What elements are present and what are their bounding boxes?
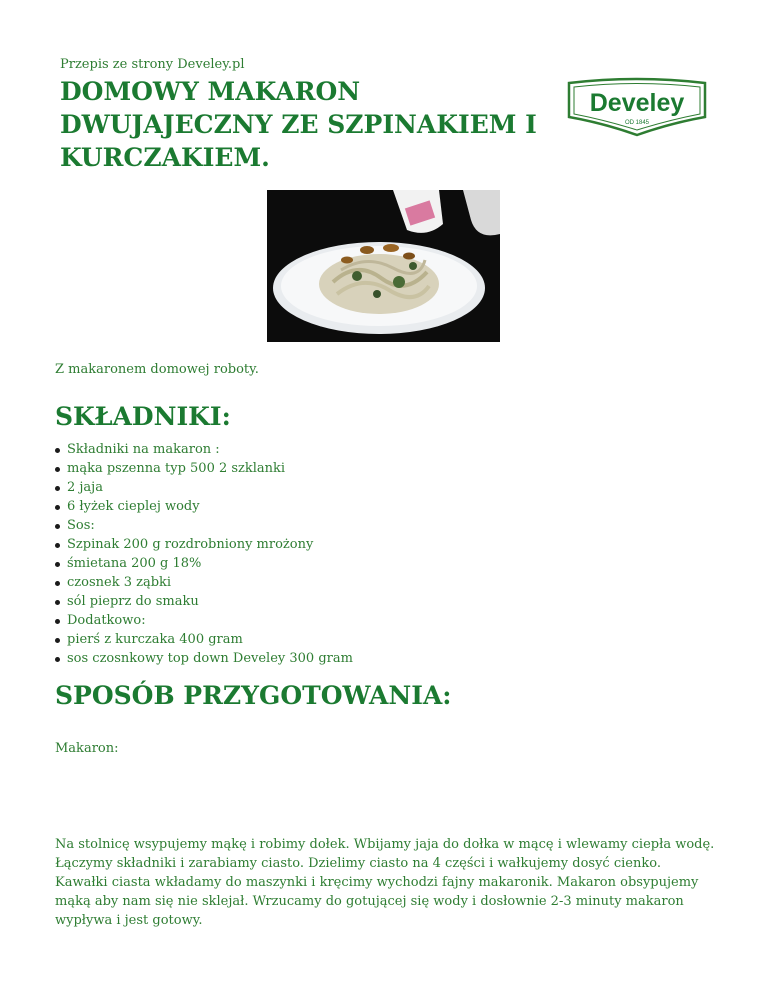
list-item: Dodatkowo: xyxy=(55,611,353,630)
ingredients-heading: SKŁADNIKI: xyxy=(55,402,231,431)
dish-photo xyxy=(267,190,500,342)
bullet-icon xyxy=(55,638,60,643)
develey-logo xyxy=(563,73,711,137)
bullet-icon xyxy=(55,619,60,624)
bullet-icon xyxy=(55,657,60,662)
list-item: śmietana 200 g 18% xyxy=(55,554,353,573)
list-item: pierś z kurczaka 400 gram xyxy=(55,630,353,649)
bullet-icon xyxy=(55,600,60,605)
list-item: 2 jaja xyxy=(55,478,353,497)
method-heading: SPOSÓB PRZYGOTOWANIA: xyxy=(55,681,452,710)
list-item: czosnek 3 ząbki xyxy=(55,573,353,592)
logo-wordmark: Develey xyxy=(589,89,685,117)
bullet-icon xyxy=(55,467,60,472)
list-item: Sos: xyxy=(55,516,353,535)
ingredients-list xyxy=(55,440,353,668)
bullet-icon xyxy=(55,448,60,453)
logo-tagline: OD 1845 xyxy=(624,120,650,126)
list-item: mąka pszenna typ 500 2 szklanki xyxy=(55,459,353,478)
list-item: sos czosnkowy top down Develey 300 gram xyxy=(55,649,353,668)
bullet-icon xyxy=(55,505,60,510)
recipe-title: DOMOWY MAKARON DWUJAJECZNY ZE SZPINAKIEM I KURCZAKIEM. xyxy=(60,77,537,172)
source-note: Przepis ze strony Develey.pl xyxy=(60,57,245,72)
method-subheading: Makaron: xyxy=(55,741,119,756)
list-item: sól pieprz do smaku xyxy=(55,592,353,611)
bullet-icon xyxy=(55,524,60,529)
bullet-icon xyxy=(55,543,60,548)
bullet-icon xyxy=(55,581,60,586)
list-item: 6 łyżek cieplej wody xyxy=(55,497,353,516)
intro-text: Z makaronem domowej roboty. xyxy=(55,362,259,377)
bullet-icon xyxy=(55,486,60,491)
list-item: Szpinak 200 g rozdrobniony mrożony xyxy=(55,535,353,554)
list-item: Składniki na makaron : xyxy=(55,440,353,459)
method-text: Na stolnicę wsypujemy mąkę i robimy dołek. Wbijamy jaja do dołka w mącę i wlewamy ciepła wodę. Łączymy składniki i zarabiamy ciasto. Dzielimy ciasto na 4 części i wałkujemy dosyć cienko. Kawałki ciasta wkładamy do maszynki i kręcimy wychodzi fajny makaronik. Makaron obsypujemy mąką aby nam się nie sklejał. Wrzucamy do gotującej się wody i dosłownie 2-3 minuty makaron wypływa i jest gotowy. xyxy=(55,837,715,928)
bullet-icon xyxy=(55,562,60,567)
